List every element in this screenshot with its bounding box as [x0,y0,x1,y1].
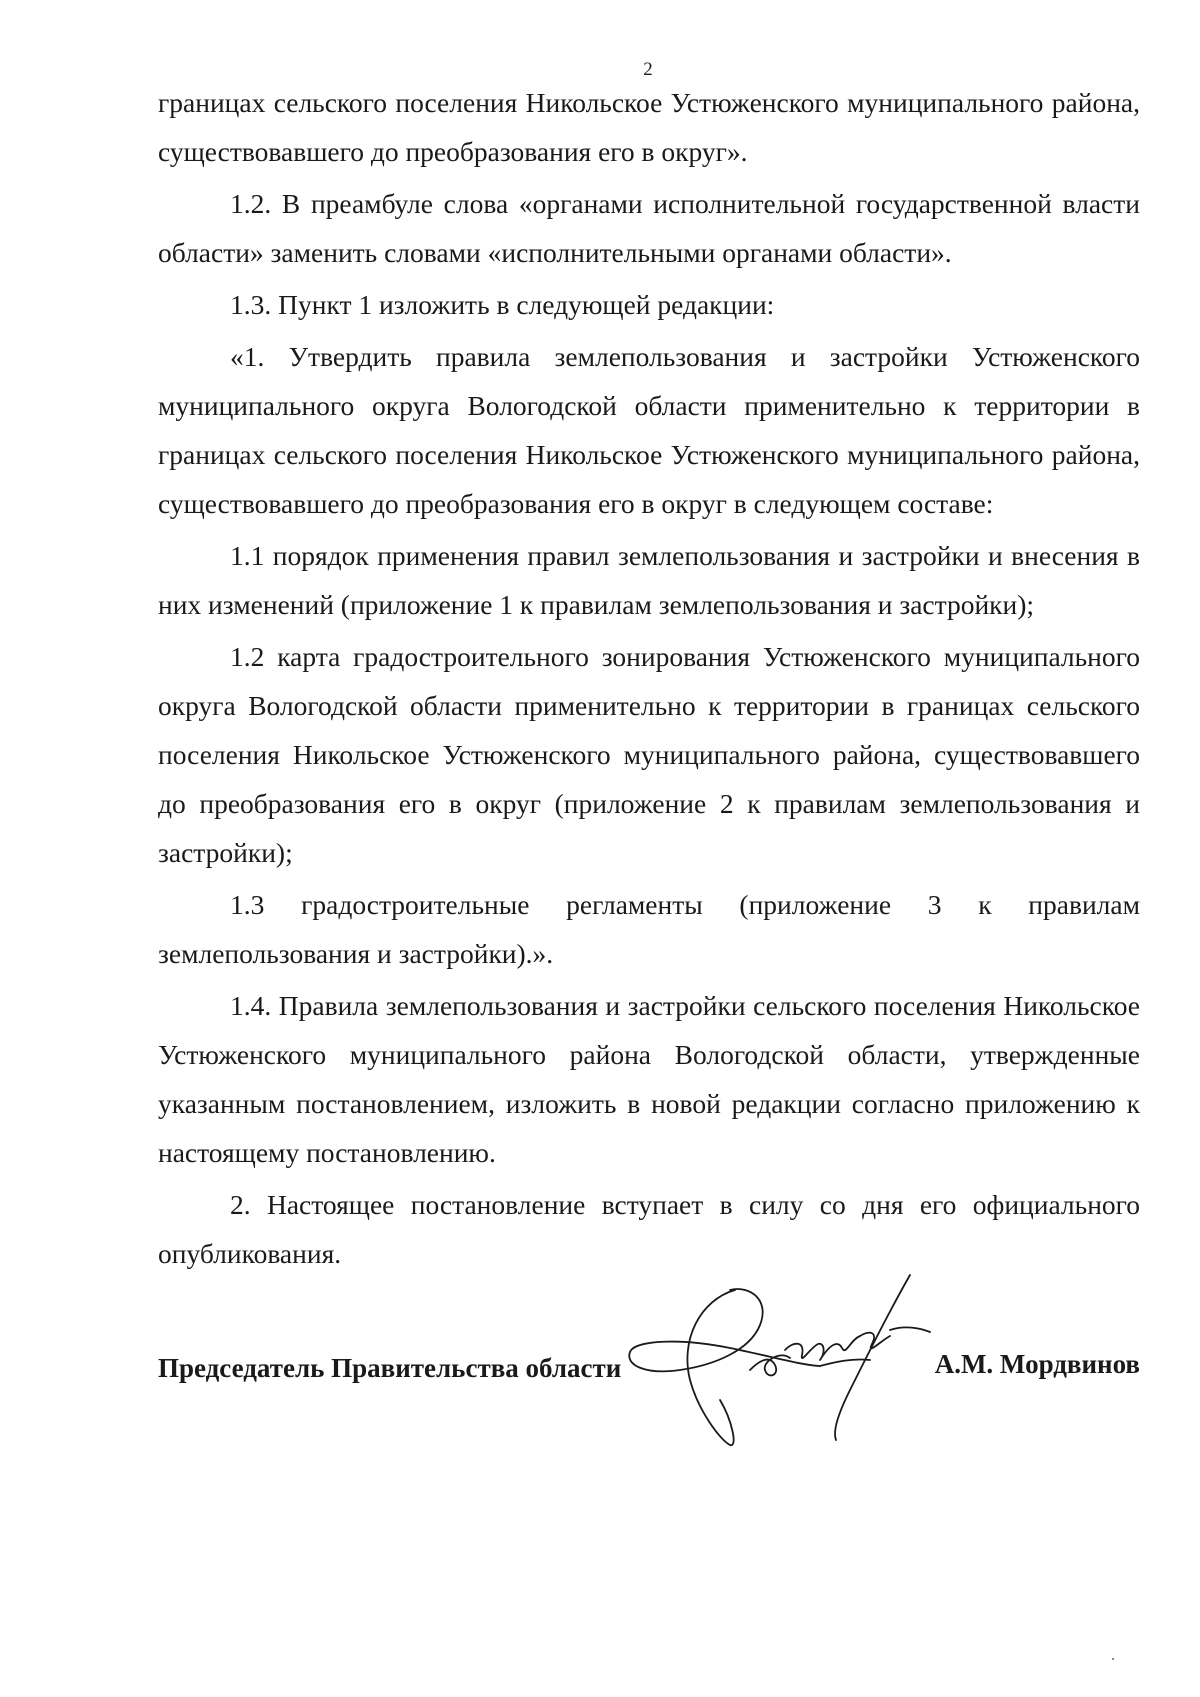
page-number: 2 [643,59,653,80]
paragraph-1-4: 1.4. Правила землепользования и застройки сельского поселения Никольское Устюженского муниципального района Вологодской области, утвержденные указанным постановлением, изложить в новой редакции согласно приложению к настоящему постановлению. [158,990,1140,1168]
paragraph-1-2: 1.2. В преамбуле слова «органами исполнительной государственной власти области» заменить словами «исполнительными органами области». [158,188,1140,268]
document-body [158,78,1140,1278]
paragraph-1-3-item: 1.3 градостроительные регламенты (приложение 3 к правилам землепользования и застройки).». [158,889,1140,969]
paragraph-2: 2. Настоящее постановление вступает в силу со дня его официального опубликования. [158,1189,1140,1269]
paragraph-1-2-item: 1.2 карта градостроительного зонирования Устюженского муниципального округа Вологодской области применительно к территории в границах сельского поселения Никольское Устюженского муниципального района, существовавшего до преобразования его в округ (приложение 2 к правилам землепользования и застройки); [158,641,1140,868]
scan-artifact [1112,1658,1114,1660]
paragraph-continuation: границах сельского поселения Никольское Устюженского муниципального района, существовавшего до преобразования его в округ». [158,87,1140,167]
signer-title: Председатель Правительства области [158,1353,622,1383]
paragraph-1-1-item: 1.1 порядок применения правил землепользования и застройки и внесения в них изменений (приложение 1 к правилам землепользования и застройки); [158,540,1140,620]
paragraph-1-3: 1.3. Пункт 1 изложить в следующей редакции: [230,289,775,320]
signature-block [158,1350,1140,1410]
signer-name: А.М. Мордвинов [934,1349,1140,1379]
paragraph-quote-1: «1. Утвердить правила землепользования и застройки Устюженского муниципального округа Вологодской области применительно к территории в границах сельского поселения Никольское Устюженского муниципального района, существовавшего до преобразования его в округ в следующем составе: [158,341,1140,519]
